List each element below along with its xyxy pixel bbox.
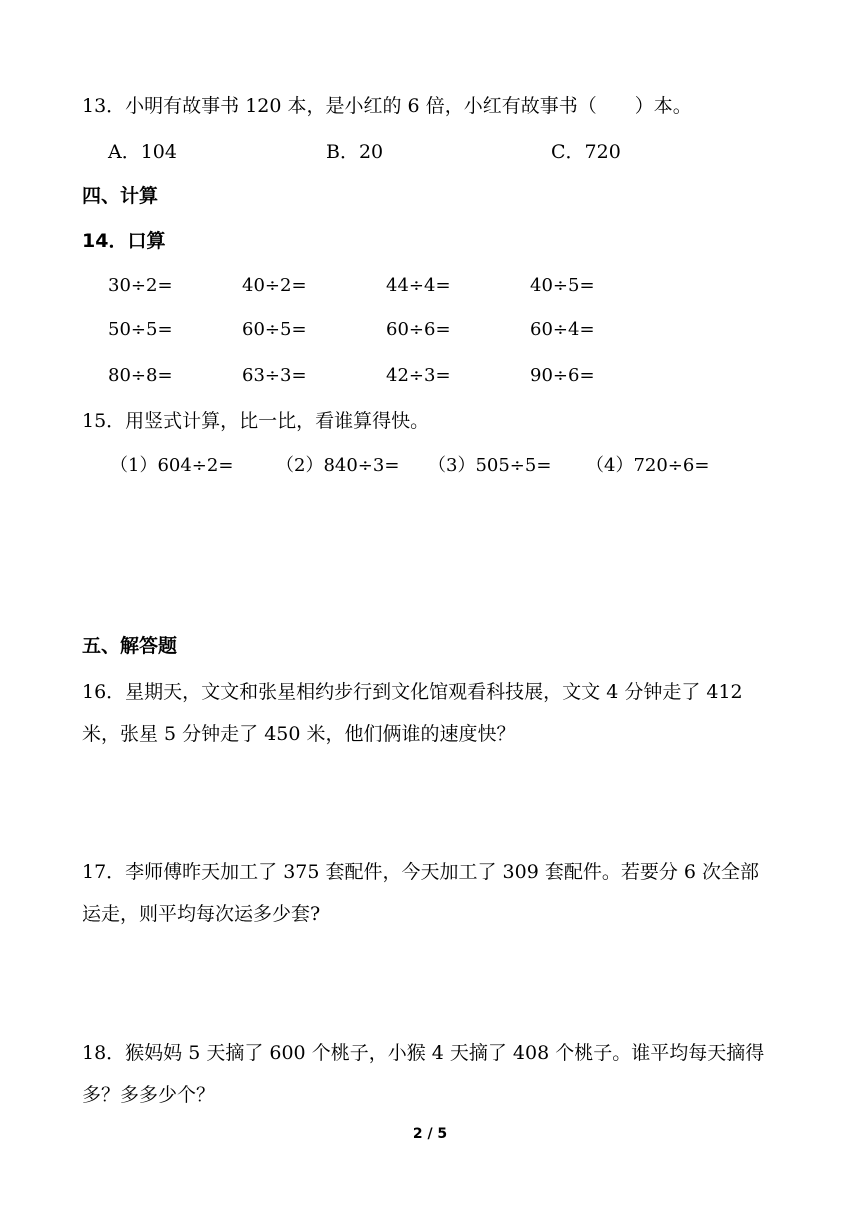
vertical-calc-item: （4）720÷6= [586,455,710,476]
question-13-option-b: B．20 [326,141,384,163]
question-13-option-c: C．720 [551,141,621,163]
vertical-calc-item: （3）505÷5= [428,455,552,476]
section-5-heading: 五、解答题 [82,635,178,657]
mental-math-item: 90÷6= [530,365,595,386]
page-number: 2 / 5 [412,1126,448,1142]
mental-math-item: 42÷3= [386,365,451,386]
question-17-line-2: 运走，则平均每次运多少套? [82,903,321,925]
vertical-calc-item: （1）604÷2= [110,455,234,476]
mental-math-item: 60÷5= [242,319,307,340]
question-14-title: 14．口算 [82,230,166,252]
question-18-line-1: 18．猴妈妈 5 天摘了 600 个桃子，小猴 4 天摘了 408 个桃子。谁平均每天摘得 [82,1042,765,1064]
mental-math-item: 40÷2= [242,275,307,296]
mental-math-item: 80÷8= [108,365,173,386]
mental-math-item: 40÷5= [530,275,595,296]
mental-math-item: 50÷5= [108,319,173,340]
question-16-line-1: 16．星期天，文文和张星相约步行到文化馆观看科技展，文文 4 分钟走了 412 [82,681,743,703]
mental-math-item: 63÷3= [242,365,307,386]
mental-math-item: 44÷4= [386,275,451,296]
mental-math-item: 30÷2= [108,275,173,296]
mental-math-item: 60÷6= [386,319,451,340]
question-15-title: 15．用竖式计算，比一比，看谁算得快。 [82,410,430,432]
question-16-line-2: 米，张星 5 分钟走了 450 米，他们俩谁的速度快？ [82,723,516,745]
mental-math-item: 60÷4= [530,319,595,340]
vertical-calc-item: （2）840÷3= [276,455,400,476]
question-18-line-2: 多？多多少个？ [82,1084,216,1106]
question-13-option-a: A．104 [108,141,177,163]
question-13-text: 13．小明有故事书 120 本，是小红的 6 倍，小红有故事书（ ）本。 [82,95,692,117]
section-4-heading: 四、计算 [82,185,159,207]
question-17-line-1: 17．李师傅昨天加工了 375 套配件，今天加工了 309 套配件。若要分 6 次全部 [82,861,760,883]
